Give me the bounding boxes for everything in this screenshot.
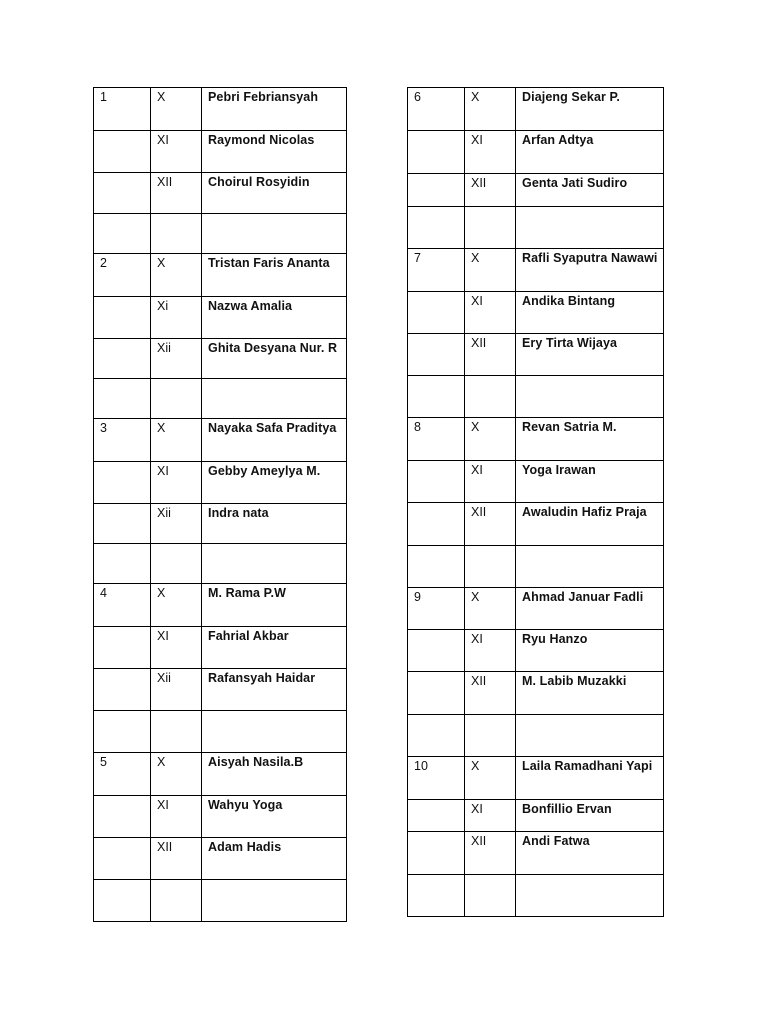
student-name-cell [202, 711, 347, 753]
class-cell: X [151, 254, 202, 297]
table-row [94, 254, 347, 297]
table-row [94, 584, 347, 627]
student-name-cell: Yoga Irawan [516, 461, 664, 503]
table-row [94, 838, 347, 880]
class-cell: XII [151, 173, 202, 214]
class-cell: XII [151, 838, 202, 880]
table-row [94, 419, 347, 462]
class-cell [151, 379, 202, 419]
table-row [408, 832, 664, 875]
group-number-cell [94, 214, 151, 254]
student-name-cell: Ery Tirta Wijaya [516, 334, 664, 376]
class-cell: X [151, 584, 202, 627]
table-row [408, 461, 664, 503]
group-number-cell [408, 376, 465, 418]
student-name-cell: Genta Jati Sudiro [516, 174, 664, 207]
student-name-cell: Awaludin Hafiz Praja [516, 503, 664, 546]
student-name-cell: M. Labib Muzakki [516, 672, 664, 715]
group-number-cell [408, 875, 465, 917]
student-name-cell: Aisyah Nasila.B [202, 753, 347, 796]
table-row [94, 131, 347, 173]
class-cell: XI [151, 627, 202, 669]
class-cell: XI [151, 131, 202, 173]
table-row [94, 627, 347, 669]
class-cell: XII [465, 832, 516, 875]
student-name-cell: Adam Hadis [202, 838, 347, 880]
group-number-cell [94, 544, 151, 584]
group-number-cell [94, 669, 151, 711]
student-name-cell: Gebby Ameylya M. [202, 462, 347, 504]
group-number-cell [408, 832, 465, 875]
student-name-cell: Ahmad Januar Fadli [516, 588, 664, 630]
student-name-cell: Nayaka Safa Praditya [202, 419, 347, 462]
class-cell [465, 715, 516, 757]
class-cell: XI [465, 292, 516, 334]
table-row [408, 546, 664, 588]
student-name-cell: Ghita Desyana Nur. R [202, 339, 347, 379]
class-cell: XI [465, 461, 516, 503]
table-row [94, 880, 347, 922]
group-number-cell [408, 174, 465, 207]
class-cell [465, 546, 516, 588]
group-number-cell: 9 [408, 588, 465, 630]
table-row [408, 503, 664, 546]
group-number-cell [408, 131, 465, 174]
student-name-cell: Tristan Faris Ananta [202, 254, 347, 297]
class-cell: XII [465, 334, 516, 376]
group-number-cell [94, 379, 151, 419]
class-cell: XI [465, 800, 516, 832]
group-number-cell: 1 [94, 88, 151, 131]
table-row [408, 672, 664, 715]
table-row [408, 757, 664, 800]
student-name-cell [516, 715, 664, 757]
student-name-cell: Andi Fatwa [516, 832, 664, 875]
student-name-cell: M. Rama P.W [202, 584, 347, 627]
table-row [408, 174, 664, 207]
table-row [408, 800, 664, 832]
table-row [94, 88, 347, 131]
student-name-cell: Laila Ramadhani Yapi [516, 757, 664, 800]
right-roster-table [407, 87, 664, 917]
student-name-cell: Revan Satria M. [516, 418, 664, 461]
group-number-cell: 5 [94, 753, 151, 796]
table-row [408, 249, 664, 292]
group-number-cell [94, 173, 151, 214]
class-cell: XII [465, 503, 516, 546]
student-name-cell [516, 376, 664, 418]
group-number-cell [408, 503, 465, 546]
group-number-cell: 10 [408, 757, 465, 800]
table-row [94, 711, 347, 753]
class-cell: X [465, 757, 516, 800]
table-row [408, 418, 664, 461]
table-row [408, 334, 664, 376]
student-name-cell: Indra nata [202, 504, 347, 544]
class-cell: X [151, 88, 202, 131]
group-number-cell [94, 711, 151, 753]
student-name-cell: Raymond Nicolas [202, 131, 347, 173]
class-cell: X [465, 418, 516, 461]
group-number-cell [94, 131, 151, 173]
student-name-cell: Diajeng Sekar P. [516, 88, 664, 131]
table-row [94, 297, 347, 339]
class-cell: X [151, 753, 202, 796]
table-row [94, 462, 347, 504]
student-name-cell [516, 207, 664, 249]
student-name-cell: Pebri Febriansyah [202, 88, 347, 131]
student-name-cell: Wahyu Yoga [202, 796, 347, 838]
group-number-cell: 6 [408, 88, 465, 131]
student-name-cell: Choirul Rosyidin [202, 173, 347, 214]
group-number-cell: 3 [94, 419, 151, 462]
table-row [94, 669, 347, 711]
table-row [408, 292, 664, 334]
group-number-cell [94, 462, 151, 504]
group-number-cell [94, 297, 151, 339]
group-number-cell [94, 627, 151, 669]
group-number-cell [408, 630, 465, 672]
class-cell: XI [465, 630, 516, 672]
table-row [408, 875, 664, 917]
table-row [408, 131, 664, 174]
class-cell [465, 875, 516, 917]
table-row [408, 630, 664, 672]
student-name-cell: Fahrial Akbar [202, 627, 347, 669]
class-cell [151, 544, 202, 584]
class-cell [465, 376, 516, 418]
group-number-cell [408, 292, 465, 334]
student-name-cell [516, 875, 664, 917]
group-number-cell [408, 207, 465, 249]
group-number-cell: 7 [408, 249, 465, 292]
student-name-cell [516, 546, 664, 588]
group-number-cell [408, 715, 465, 757]
class-cell: XI [151, 796, 202, 838]
student-name-cell: Rafansyah Haidar [202, 669, 347, 711]
student-name-cell: Arfan Adtya [516, 131, 664, 174]
left-roster-table [93, 87, 347, 922]
group-number-cell [94, 339, 151, 379]
table-row [94, 544, 347, 584]
group-number-cell [94, 880, 151, 922]
table-row [94, 796, 347, 838]
class-cell [465, 207, 516, 249]
table-row [408, 715, 664, 757]
student-name-cell: Andika Bintang [516, 292, 664, 334]
student-name-cell [202, 544, 347, 584]
table-row [408, 376, 664, 418]
class-cell: XI [465, 131, 516, 174]
group-number-cell [408, 800, 465, 832]
group-number-cell [94, 504, 151, 544]
table-row [94, 504, 347, 544]
group-number-cell: 4 [94, 584, 151, 627]
class-cell: Xi [151, 297, 202, 339]
class-cell: X [151, 419, 202, 462]
group-number-cell [408, 461, 465, 503]
class-cell [151, 880, 202, 922]
student-name-cell: Bonfillio Ervan [516, 800, 664, 832]
group-number-cell: 8 [408, 418, 465, 461]
table-row [94, 214, 347, 254]
class-cell: X [465, 88, 516, 131]
class-cell: Xii [151, 504, 202, 544]
class-cell: X [465, 249, 516, 292]
table-row [94, 753, 347, 796]
class-cell [151, 711, 202, 753]
table-row [94, 339, 347, 379]
group-number-cell [408, 334, 465, 376]
class-cell: XII [465, 672, 516, 715]
group-number-cell [408, 546, 465, 588]
group-number-cell [408, 672, 465, 715]
class-cell: X [465, 588, 516, 630]
student-name-cell [202, 214, 347, 254]
table-row [408, 88, 664, 131]
student-name-cell [202, 880, 347, 922]
group-number-cell [94, 838, 151, 880]
group-number-cell: 2 [94, 254, 151, 297]
student-name-cell: Rafli Syaputra Nawawi [516, 249, 664, 292]
student-name-cell: Ryu Hanzo [516, 630, 664, 672]
class-cell: XI [151, 462, 202, 504]
group-number-cell [94, 796, 151, 838]
table-row [408, 207, 664, 249]
class-cell: Xii [151, 669, 202, 711]
table-row [408, 588, 664, 630]
class-cell [151, 214, 202, 254]
class-cell: Xii [151, 339, 202, 379]
table-row [94, 379, 347, 419]
class-cell: XII [465, 174, 516, 207]
student-name-cell [202, 379, 347, 419]
student-name-cell: Nazwa Amalia [202, 297, 347, 339]
table-row [94, 173, 347, 214]
